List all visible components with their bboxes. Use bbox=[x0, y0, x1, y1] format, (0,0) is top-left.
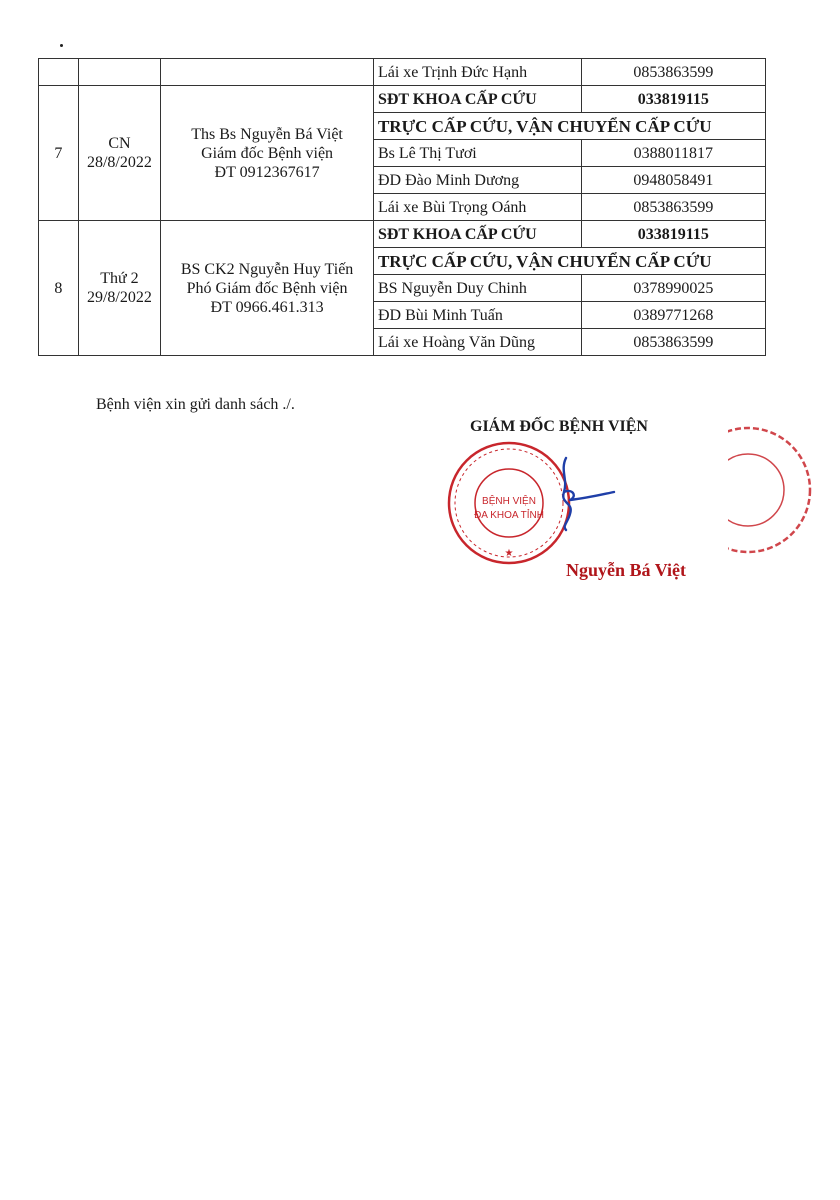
hotline-number: 033819115 bbox=[581, 86, 765, 113]
hotline-label: SĐT KHOA CẤP CỨU bbox=[373, 221, 581, 248]
hotline-number: 033819115 bbox=[581, 221, 765, 248]
staff-phone: 0853863599 bbox=[581, 194, 765, 221]
stt-cell: 8 bbox=[39, 221, 79, 356]
date-cell bbox=[78, 59, 160, 86]
date-cell bbox=[78, 221, 160, 356]
day-label: CN bbox=[108, 135, 131, 152]
staff-phone: 0948058491 bbox=[581, 167, 765, 194]
leader-cell bbox=[161, 86, 374, 221]
duty-header: TRỰC CẤP CỨU, VẬN CHUYỂN CẤP CỨU bbox=[373, 113, 765, 140]
duty-header: TRỰC CẤP CỨU, VẬN CHUYỂN CẤP CỨU bbox=[373, 248, 765, 275]
staff-name: BS Nguyễn Duy Chinh bbox=[373, 275, 581, 302]
hotline-label: SĐT KHOA CẤP CỨU bbox=[373, 86, 581, 113]
closing-text: Bệnh viện xin gửi danh sách ./. bbox=[96, 396, 295, 413]
leader-name: BS CK2 Nguyễn Huy Tiến bbox=[180, 260, 354, 278]
staff-phone: 0853863599 bbox=[581, 329, 765, 356]
staff-phone: 0389771268 bbox=[581, 302, 765, 329]
leader-position: Phó Giám đốc Bệnh viện bbox=[186, 279, 348, 297]
staff-name: ĐD Bùi Minh Tuấn bbox=[373, 302, 581, 329]
staff-name: Lái xe Trịnh Đức Hạnh bbox=[373, 59, 581, 86]
leader-phone: ĐT 0912367617 bbox=[214, 163, 320, 181]
leader-name: Ths Bs Nguyễn Bá Việt bbox=[191, 125, 343, 143]
date-label: 28/8/2022 bbox=[86, 154, 152, 171]
date-label: 29/8/2022 bbox=[86, 289, 152, 306]
svg-text:★: ★ bbox=[504, 548, 514, 559]
date-cell bbox=[78, 86, 160, 221]
leader-cell bbox=[161, 59, 374, 86]
signer-name: Nguyễn Bá Việt bbox=[566, 560, 687, 580]
staff-name: Lái xe Bùi Trọng Oánh bbox=[373, 194, 581, 221]
staff-name: ĐD Đào Minh Dương bbox=[373, 167, 581, 194]
day-label: Thứ 2 bbox=[100, 270, 139, 287]
staff-name: Bs Lê Thị Tươi bbox=[373, 140, 581, 167]
leader-phone: ĐT 0966.461.313 bbox=[210, 298, 324, 316]
partial-stamp-icon bbox=[728, 420, 840, 560]
table-row bbox=[39, 59, 766, 86]
staff-phone: 0378990025 bbox=[581, 275, 765, 302]
handwritten-signature-icon bbox=[548, 452, 618, 532]
stamp-line-1: BỆNH VIỆN bbox=[482, 496, 536, 507]
stamp-line-2: ĐA KHOA TỈNH bbox=[474, 510, 544, 521]
table-row bbox=[39, 86, 766, 113]
staff-name: Lái xe Hoàng Văn Dũng bbox=[373, 329, 581, 356]
stt-cell bbox=[39, 59, 79, 86]
duty-schedule-table bbox=[38, 58, 766, 356]
signature-title: GIÁM ĐỐC BỆNH VIỆN bbox=[470, 418, 648, 435]
stt-cell: 7 bbox=[39, 86, 79, 221]
leader-cell bbox=[161, 221, 374, 356]
leader-position: Giám đốc Bệnh viện bbox=[201, 144, 334, 162]
scan-dot bbox=[60, 44, 63, 47]
table-row bbox=[39, 221, 766, 248]
staff-phone: 0388011817 bbox=[581, 140, 765, 167]
staff-phone: 0853863599 bbox=[581, 59, 765, 86]
